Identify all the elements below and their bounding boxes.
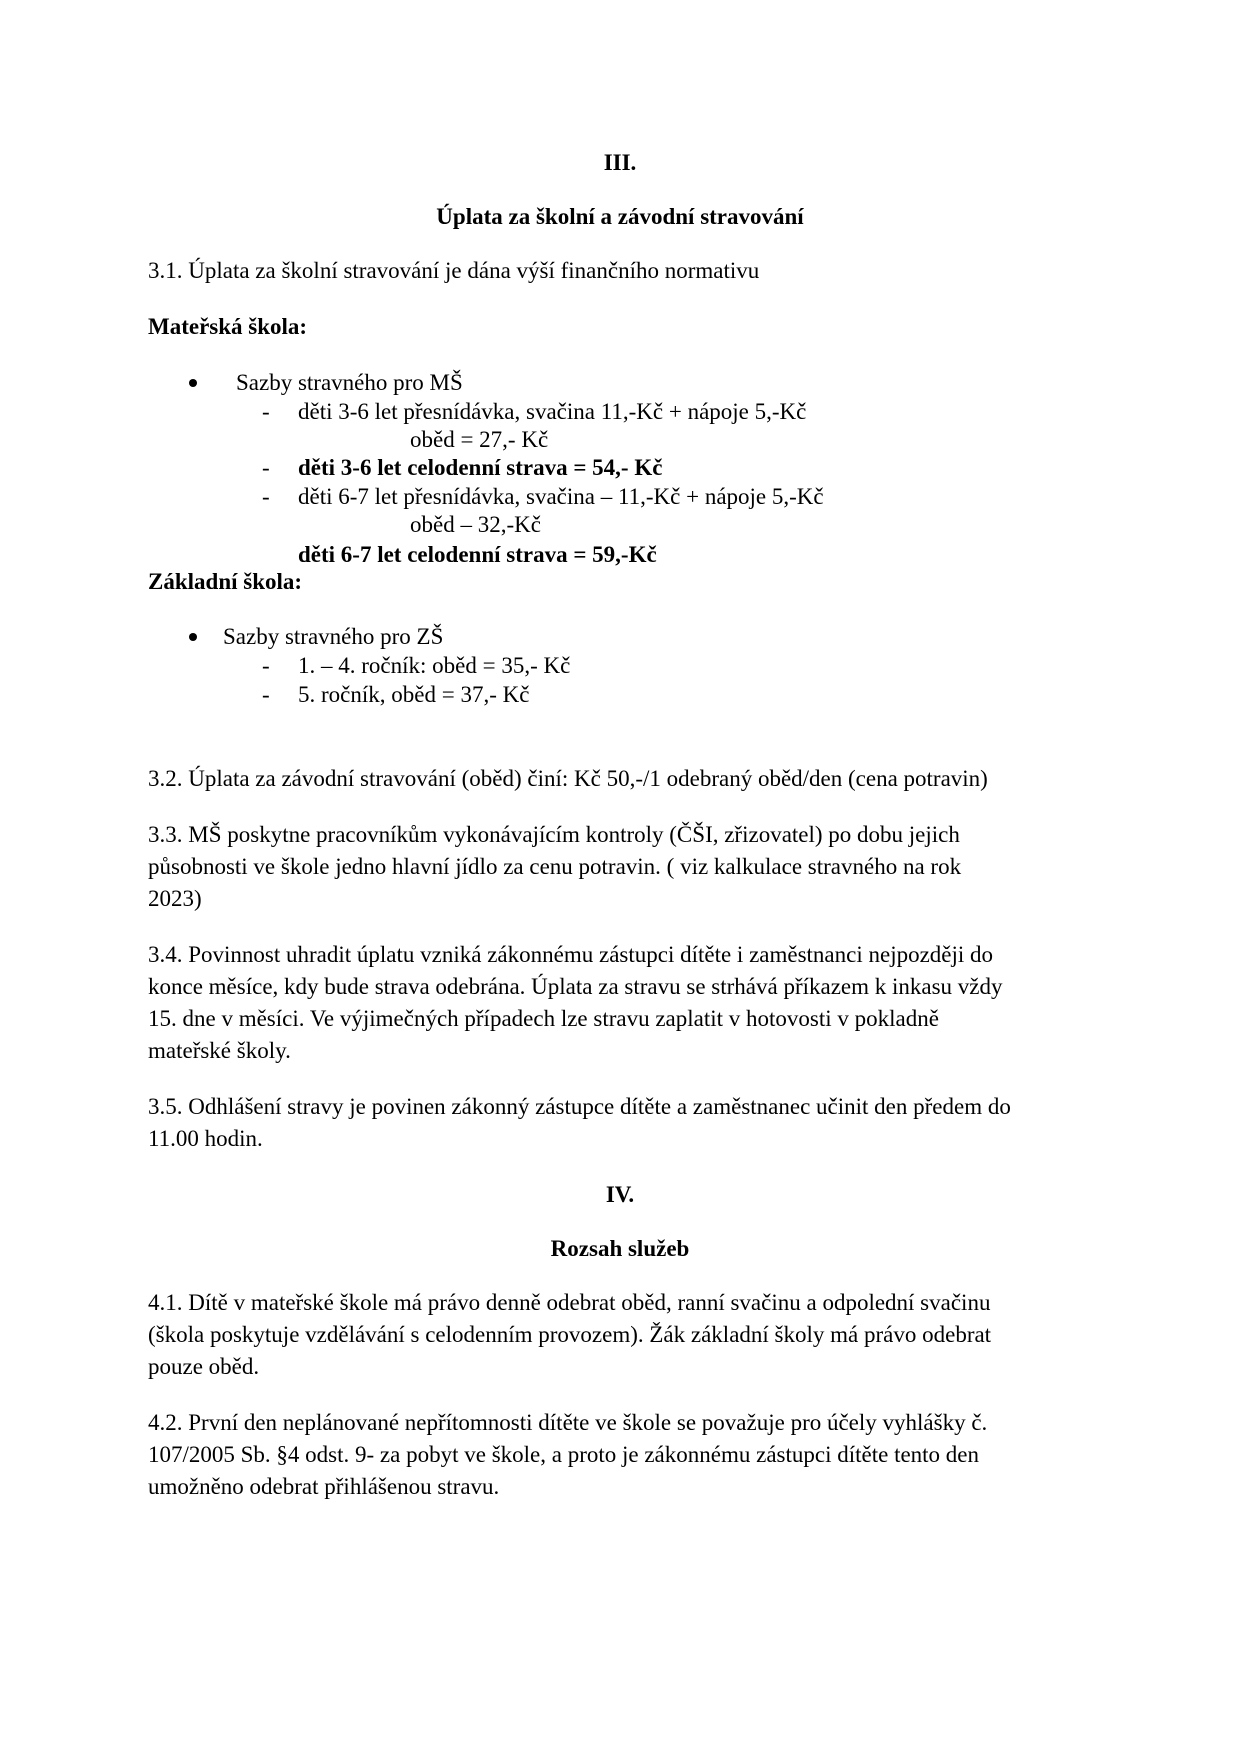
section-3-title: Úplata za školní a závodní stravování xyxy=(436,204,804,229)
paragraph-4-1-line-1: 4.1. Dítě v mateřské škole má právo denně odebrat oběd, ranní svačinu a odpolední svačinu xyxy=(148,1290,991,1315)
dash-icon: - xyxy=(262,455,270,480)
ms-heading: Mateřská škola: xyxy=(148,314,308,339)
zs-bullet-label: Sazby stravného pro ZŠ xyxy=(223,624,444,649)
bullet-icon xyxy=(189,633,197,641)
ms-bullet-label: Sazby stravného pro MŠ xyxy=(236,370,463,395)
dash-icon: - xyxy=(262,399,270,424)
dash-icon: - xyxy=(262,653,270,678)
paragraph-4-1-line-2: (škola poskytuje vzdělávání s celodenním provozem). Žák základní školy má právo odebrat xyxy=(148,1322,992,1347)
paragraph-3-4-line-1: 3.4. Povinnost uhradit úplatu vzniká zákonnému zástupci dítěte i zaměstnanci nejpozději do xyxy=(148,942,994,967)
zs-item-2: 5. ročník, oběd = 37,- Kč xyxy=(298,682,530,707)
paragraph-3-4-line-3: 15. dne v měsíci. Ve výjimečných případech lze stravu zaplatit v hotovosti v pokladně xyxy=(148,1006,939,1031)
dash-icon: - xyxy=(262,484,270,509)
ms-item-1: děti 3-6 let přesnídávka, svačina 11,-Kč + nápoje 5,-Kč xyxy=(298,399,807,424)
paragraph-4-2-line-2: 107/2005 Sb. §4 odst. 9- za pobyt ve škole, a proto je zákonnému zástupci dítěte tento den xyxy=(148,1442,980,1467)
paragraph-3-1: 3.1. Úplata za školní stravování je dána výší finančního normativu xyxy=(148,258,760,283)
ms-item-2: oběd = 27,- Kč xyxy=(410,427,549,452)
zs-heading: Základní škola: xyxy=(148,569,303,594)
ms-item-4: děti 6-7 let přesnídávka, svačina – 11,-Kč + nápoje 5,-Kč xyxy=(298,484,824,509)
ms-item-5: oběd – 32,-Kč xyxy=(410,512,541,537)
zs-item-1: 1. – 4. ročník: oběd = 35,- Kč xyxy=(298,653,571,678)
section-3-numeral: III. xyxy=(603,150,637,175)
paragraph-3-2: 3.2. Úplata za závodní stravování (oběd) činí: Kč 50,-/1 odebraný oběd/den (cena potravin) xyxy=(148,766,988,791)
paragraph-4-2-line-1: 4.2. První den neplánované nepřítomnosti dítěte ve škole se považuje pro účely vyhlášky č. xyxy=(148,1410,988,1435)
paragraph-4-2-line-3: umožněno odebrat přihlášenou stravu. xyxy=(148,1474,500,1499)
paragraph-3-3-line-1: 3.3. MŠ poskytne pracovníkům vykonávajícím kontroly (ČŠI, zřizovatel) po dobu jejich xyxy=(148,822,960,847)
paragraph-3-3-line-3: 2023) xyxy=(148,886,202,911)
section-4-title: Rozsah služeb xyxy=(550,1236,690,1261)
paragraph-3-3-line-2: působnosti ve škole jedno hlavní jídlo za cenu potravin. ( viz kalkulace stravného na rok xyxy=(148,854,962,879)
paragraph-3-4-line-2: konce měsíce, kdy bude strava odebrána. Úplata za stravu se strhává příkazem k inkasu vždy xyxy=(148,974,1003,999)
paragraph-3-5-line-2: 11.00 hodin. xyxy=(148,1126,263,1151)
section-4-numeral: IV. xyxy=(605,1182,635,1207)
paragraph-4-1-line-3: pouze oběd. xyxy=(148,1354,260,1379)
paragraph-3-5-line-1: 3.5. Odhlášení stravy je povinen zákonný zástupce dítěte a zaměstnanec učinit den předem do xyxy=(148,1094,1011,1119)
ms-item-6: děti 6-7 let celodenní strava = 59,-Kč xyxy=(298,542,657,567)
paragraph-3-4-line-4: mateřské školy. xyxy=(148,1038,291,1063)
ms-item-3: děti 3-6 let celodenní strava = 54,- Kč xyxy=(298,455,663,480)
dash-icon: - xyxy=(262,682,270,707)
bullet-icon xyxy=(189,379,197,387)
